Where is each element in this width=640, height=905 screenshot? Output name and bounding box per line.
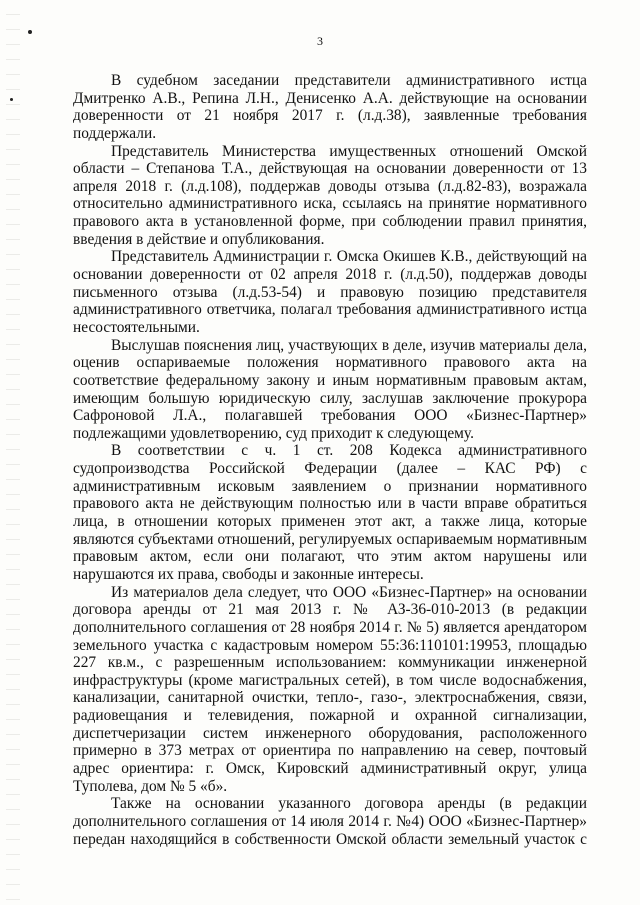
text-line: передан находящийся в собственности Омской области земельный участок с [73, 830, 587, 848]
text-line: поддержали. [73, 124, 157, 142]
text-line: области – Степанова Т.А., действующая на основании доверенности от 13 [73, 160, 587, 178]
text-line: диспетчеризации систем инженерного оборудования, расположенного [73, 724, 587, 742]
scan-speck [10, 98, 13, 101]
page-number: 3 [317, 34, 323, 48]
text-line: инфраструктуры (кроме магистральных сетей), в том числе водоснабжения, [73, 671, 587, 689]
text-line: апреля 2018 г. (л.д.108), поддержав доводы отзыва (л.д.82-83), возражала [73, 177, 587, 195]
text-line: Представитель Министерства имущественных отношений Омской [111, 142, 587, 160]
text-line: В судебном заседании представители административного истца [111, 72, 587, 89]
text-line: земельного участка с кадастровым номером 55:36:110101:19953, площадью [73, 636, 587, 654]
text-line: Туполева, дом № 5 «б». [73, 777, 228, 795]
text-line: правового акта в установленной форме, при соблюдении правил принятия, [73, 213, 587, 231]
text-line: административного ответчика, полагал требования административного истца [73, 301, 587, 319]
text-line: Из материалов дела следует, что ООО «Бизнес-Партнер» на основании [111, 583, 587, 601]
text-line: нарушаются их права, свободы и законные интересы. [73, 565, 424, 583]
text-line: радиовещания и телевидения, пожарной и охранной сигнализации, [73, 707, 587, 725]
text-line: правовым актом, если они полагают, что этим актом нарушены или [73, 548, 587, 566]
text-line: правового акта не действующим полностью или в части вправе обратиться [73, 495, 587, 513]
text-line: лица, в отношении которых применен этот акт, а также лица, которые [73, 513, 587, 531]
text-line: несостоятельными. [73, 318, 200, 336]
text-line: подлежащими удовлетворению, суд приходит к следующему. [73, 424, 474, 442]
text-line: являются субъектами отношений, регулируемых оспариваемым нормативным [73, 530, 587, 548]
text-line: имеющим большую юридическую силу, заслушав заключение прокурора [73, 389, 587, 407]
text-line: доверенности от 21 ноября 2017 г. (л.д.38), заявленные требования [73, 107, 587, 125]
text-line: введения в действие и опубликования. [73, 230, 325, 248]
text-line: Выслушав пояснения лиц, участвующих в деле, изучив материалы дела, [111, 336, 587, 354]
text-line: канализации, санитарной очистки, тепло-, газо-, электроснабжения, связи, [73, 689, 587, 707]
scan-edge-artifact [6, 0, 20, 905]
text-line: письменного отзыва (л.д.53-54) и правовую позицию представителя [73, 283, 587, 301]
text-line: договора аренды от 21 мая 2013 г. № АЗ-36-010-2013 (в редакции [73, 601, 587, 619]
text-line: оценив оспариваемые положения нормативного правового акта на [73, 354, 587, 372]
text-line: соответствие федеральному закону и иным нормативным правовым актам, [73, 371, 587, 389]
text-line: В соответствии с ч. 1 ст. 208 Кодекса административного [111, 442, 587, 460]
text-line: 227 кв.м., с разрешенным использованием: коммуникации инженерной [73, 654, 587, 672]
document-body [73, 72, 587, 848]
text-line: относительно административного иска, ссылаясь на принятие нормативного [73, 195, 587, 213]
text-line: примерно в 373 метрах от ориентира по направлению на север, почтовый [73, 742, 587, 760]
text-line: Сафроновой Л.А., полагавшей требования ООО «Бизнес-Партнер» [73, 407, 587, 425]
text-line: судопроизводства Российской Федерации (далее – КАС РФ) с [73, 460, 587, 478]
text-line: адрес ориентира: г. Омск, Кировский административный округ, улица [73, 759, 587, 777]
text-line: Дмитренко А.В., Репина Л.Н., Денисенко А.А. действующие на основании [73, 89, 587, 107]
text-line: Представитель Администрации г. Омска Окишев К.В., действующий на [111, 248, 587, 266]
text-line: дополнительного соглашения от 14 июля 2014 г. №4) ООО «Бизнес-Партнер» [73, 812, 587, 830]
text-line: дополнительного соглашения от 28 ноября 2014 г. № 5) является арендатором [73, 618, 587, 636]
text-line: административным исковым заявлением о признании нормативного [73, 477, 587, 495]
text-line: основании доверенности от 02 апреля 2018 г. (л.д.50), поддержав доводы [73, 266, 587, 284]
text-line: Также на основании указанного договора аренды (в редакции [111, 795, 587, 813]
